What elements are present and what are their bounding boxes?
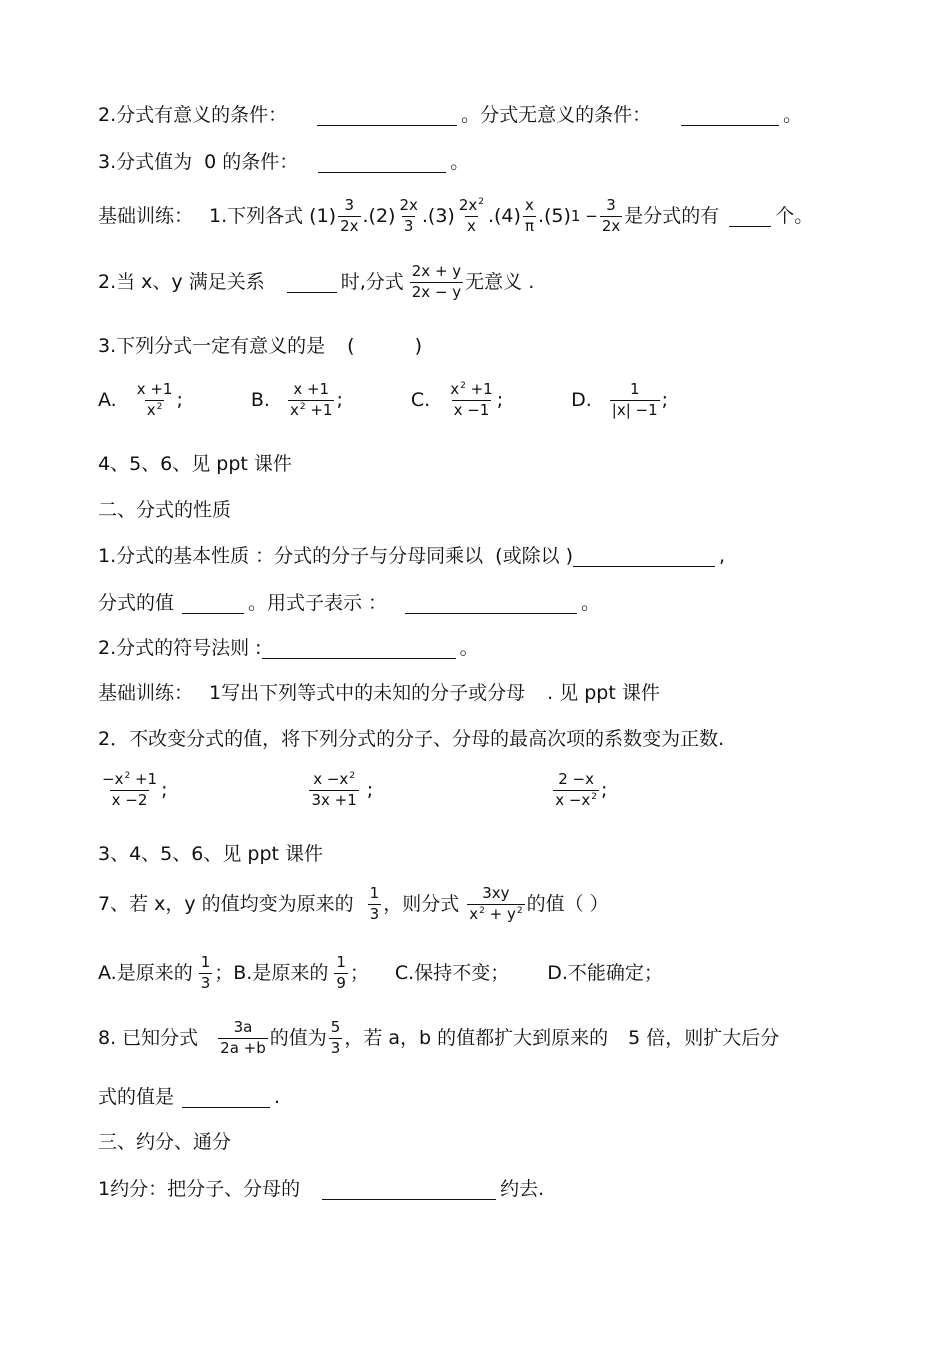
- answer-blank[interactable]: [729, 206, 771, 227]
- text: 。: [581, 592, 601, 614]
- text: ;: [601, 778, 608, 801]
- section-heading-2: [98, 501, 231, 520]
- line-16: [98, 955, 663, 992]
- fraction: $\frac{x +1}{x^2 +1}$: [289, 380, 333, 419]
- text: 。: [450, 151, 470, 173]
- fraction: $\frac{2x}{3}$: [399, 196, 418, 235]
- line-15: [98, 886, 609, 923]
- text: ): [414, 335, 422, 357]
- fraction: $\frac{2 -x}{x -x^2}$: [555, 770, 598, 809]
- line-3: [98, 198, 813, 235]
- text: 的值为: [269, 1026, 327, 1049]
- answer-blank[interactable]: [681, 105, 779, 126]
- fraction: $\frac{x}{\pi}$: [524, 196, 534, 235]
- text: 2.当 x、y 满足关系: [98, 270, 265, 293]
- text: ;: [661, 388, 669, 411]
- fraction: $\frac{3}{2x}$: [340, 196, 359, 235]
- line-2: [98, 152, 469, 173]
- line-14: [98, 845, 323, 864]
- text: 个。: [775, 204, 814, 227]
- options-line: [98, 382, 668, 419]
- fraction: $\frac{1}{9}$: [336, 953, 346, 992]
- text: 3.分式值为: [98, 151, 193, 173]
- text: 1写出下列等式中的未知的分子或分母: [209, 682, 526, 704]
- text: 时,分式: [340, 270, 404, 293]
- text: 的值（ ）: [526, 892, 609, 915]
- answer-blank[interactable]: [573, 546, 715, 567]
- fraction: $\frac{x^2 +1}{x -1}$: [450, 380, 493, 419]
- fraction: $\frac{5}{3}$: [330, 1018, 341, 1057]
- line-17: [98, 1020, 779, 1057]
- text: 约去.: [500, 1178, 545, 1200]
- text: 1.分式的基本性质 ：分式的分子与分母同乘以: [98, 545, 484, 567]
- answer-blank[interactable]: [182, 593, 244, 614]
- answer-blank[interactable]: [405, 593, 577, 614]
- fraction: $\frac{3xy}{x^2 + y^2}$: [469, 884, 523, 923]
- text: (: [347, 335, 355, 357]
- text: 。: [783, 104, 803, 126]
- line-20: [98, 1179, 544, 1200]
- text: 4、5、6、见 ppt 课件: [98, 453, 292, 475]
- text: ；: [349, 961, 369, 984]
- text: 2.分式的符号法则 :: [98, 637, 262, 659]
- text: 2.分式有意义的条件：: [98, 104, 288, 126]
- text: ;: [366, 778, 374, 801]
- text: 2．不改变分式的值，将下列分式的分子、分母的最高次项的系数变为正数.: [98, 728, 725, 750]
- text: ，则分式: [383, 892, 460, 915]
- text: 8. 已知分式: [98, 1026, 199, 1049]
- text: (1): [309, 204, 337, 227]
- text: 3.下列分式一定有意义的是: [98, 335, 326, 357]
- text: 1.下列各式: [209, 204, 304, 227]
- line-10: [98, 638, 479, 659]
- line-4: [98, 264, 534, 301]
- line-13: [98, 772, 607, 809]
- option-b-label: B.: [250, 388, 270, 411]
- section-heading-3: [98, 1133, 231, 1152]
- fraction: $\frac{1}{3}$: [200, 953, 211, 992]
- text: 基础训练：: [98, 204, 194, 227]
- line-18: [98, 1087, 280, 1108]
- text: 0 的条件：: [204, 151, 299, 173]
- fraction: $\frac{1}{3}$: [369, 884, 380, 923]
- fraction: $\frac{x -x^2}{3x +1}$: [311, 770, 357, 809]
- line-9: [98, 593, 600, 614]
- option-d-label: D.: [571, 388, 592, 411]
- text: 式的值是: [98, 1086, 175, 1108]
- line-5: [98, 337, 422, 356]
- answer-blank[interactable]: [182, 1087, 270, 1108]
- text: 二、分式的性质: [98, 499, 232, 521]
- text: .(2): [362, 204, 396, 227]
- text: 1 −: [570, 206, 598, 225]
- line-8: [98, 546, 725, 567]
- text: .(4): [487, 204, 521, 227]
- text: .(5): [537, 204, 571, 227]
- answer-blank[interactable]: [287, 272, 337, 293]
- text: ;: [176, 388, 183, 411]
- text: . 见 ppt 课件: [547, 682, 660, 704]
- text: D.不能确定；: [547, 961, 663, 984]
- text: (或除以 ): [495, 545, 574, 567]
- text: 基础训练：: [98, 682, 194, 704]
- text: 7、若 x，y 的值均变为原来的: [98, 892, 354, 915]
- text: 3、4、5、6、见 ppt 课件: [98, 843, 324, 865]
- text: 5 倍，则扩大后分: [628, 1026, 780, 1049]
- fraction: $\frac{1}{|x| -1}$: [611, 380, 658, 419]
- text: ;: [336, 388, 343, 411]
- option-a-label: A.: [98, 388, 117, 411]
- line-1: [98, 105, 802, 126]
- line-12: [98, 730, 724, 749]
- fraction: $\frac{2x + y}{2x - y}$: [411, 262, 462, 301]
- text: 是分式的有: [624, 204, 720, 227]
- text: A.是原来的: [98, 961, 193, 984]
- fraction: $\frac{-x^2 +1}{x -2}$: [102, 770, 158, 809]
- text: 三、约分、通分: [98, 1131, 232, 1153]
- text: .(3): [421, 204, 455, 227]
- text: 。: [459, 637, 479, 659]
- text: .: [274, 1086, 281, 1108]
- text: 无意义 .: [465, 270, 535, 293]
- text: ，若 a，b 的值都扩大到原来的: [344, 1026, 609, 1049]
- text: 。分式无意义的条件：: [461, 104, 652, 126]
- text: ,: [719, 545, 726, 567]
- text: C.保持不变；: [394, 961, 510, 984]
- text: 分式的值: [98, 592, 175, 614]
- fraction: $\frac{3}{2x}$: [601, 196, 621, 235]
- option-c-label: C.: [410, 388, 431, 411]
- answer-blank[interactable]: [318, 152, 446, 173]
- line-6: [98, 455, 292, 474]
- line-11: [98, 684, 660, 703]
- text: 1约分：把分子、分母的: [98, 1178, 301, 1200]
- answer-blank[interactable]: [322, 1179, 496, 1200]
- text: 。用式子表示 ：: [248, 592, 388, 614]
- fraction: $\frac{3a}{2a +b}$: [220, 1018, 266, 1057]
- text: ；B.是原来的: [214, 961, 329, 984]
- fraction: $\frac{2x^2}{x}$: [458, 196, 484, 235]
- fraction: $\frac{x +1}{x^2}$: [136, 380, 173, 419]
- answer-blank[interactable]: [317, 105, 457, 126]
- text: ;: [496, 388, 504, 411]
- answer-blank[interactable]: [262, 638, 456, 659]
- text: ;: [161, 778, 168, 801]
